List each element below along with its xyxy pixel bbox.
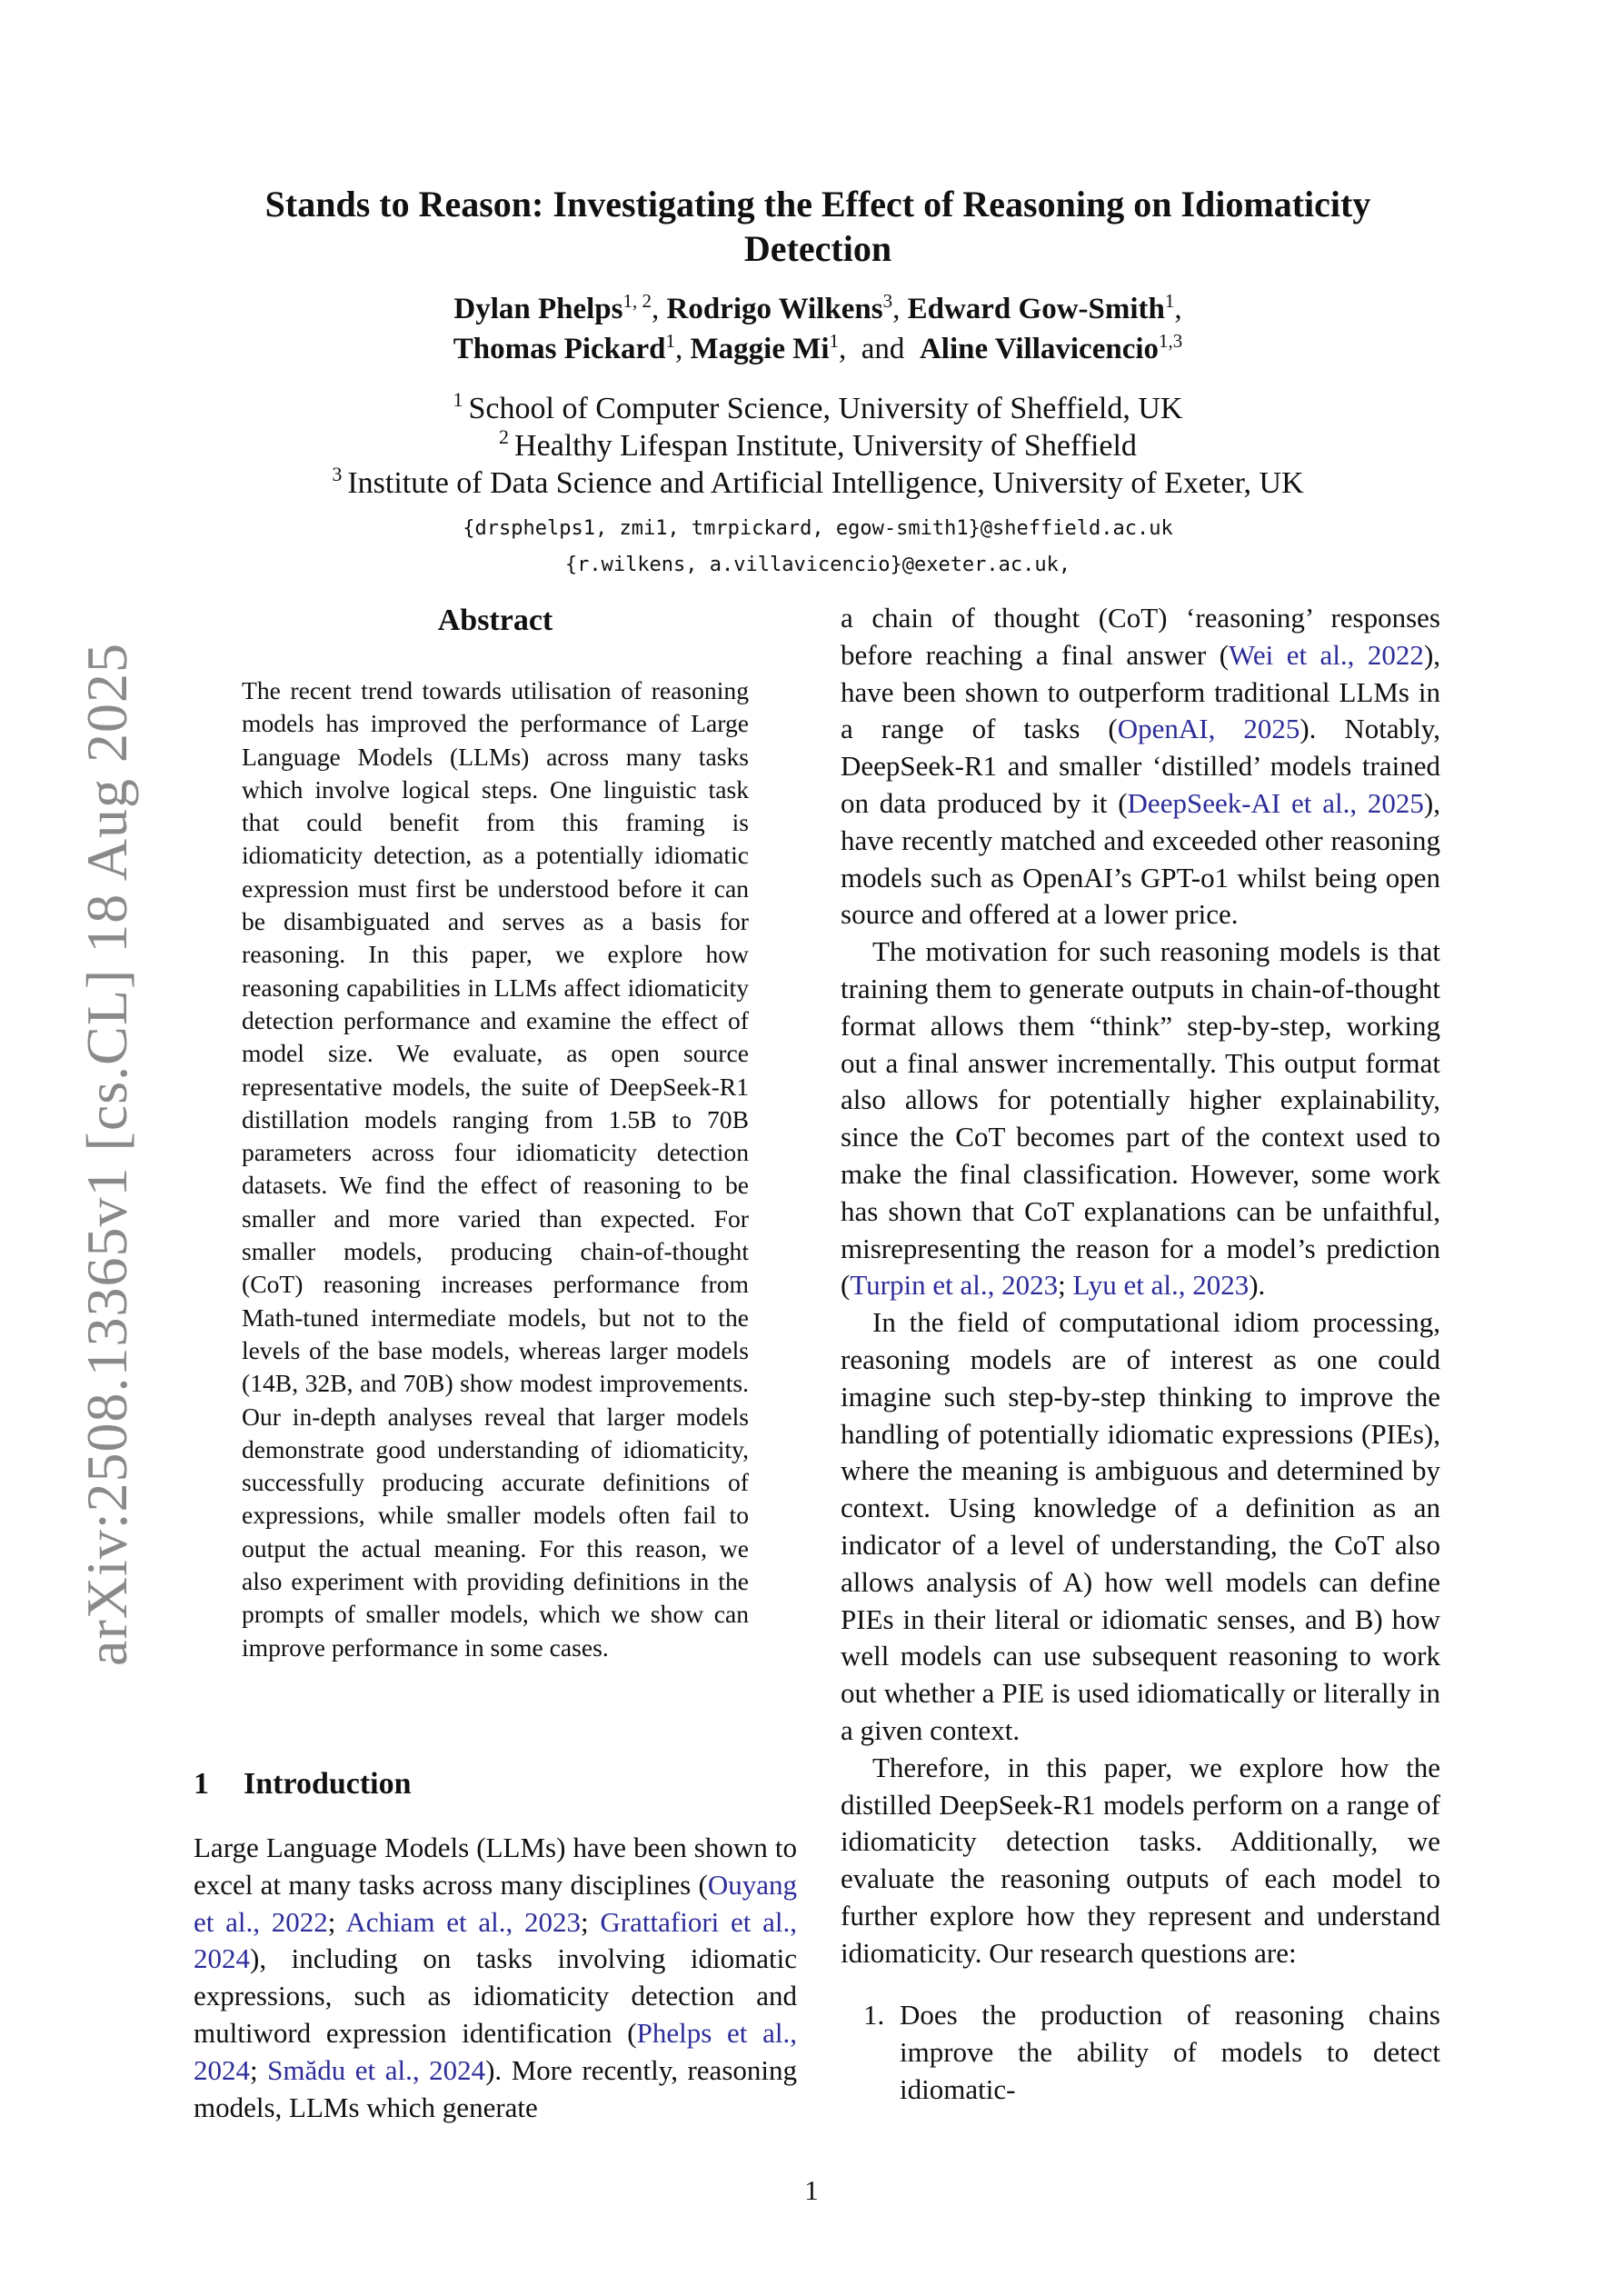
author-name: Edward Gow-Smith (907, 293, 1165, 325)
page-number: 1 (804, 2174, 819, 2206)
list-marker: 1. (863, 1999, 885, 2031)
body-text: ; (250, 2053, 268, 2086)
citation-link[interactable]: DeepSeek-AI et al., 2025 (1127, 786, 1424, 819)
body-text: ). Notably, DeepSeek-R1 and smaller ‘distilled’ models trained on data produced by it ( (841, 713, 1441, 819)
paragraph: In the field of computational idiom processing, reasoning models are of interest as one could imagine such step-by-step thinking to improve the handling of potentially idiomatic expressions (PIEs), where the meaning is ambiguous and determined by context. Using knowledge of a definition as an indicator of a level of understanding, the CoT also allows analysis of A) how well models can define PIEs in their literal or idiomatic senses, and B) how well models can use subsequent reasoning to work out whether a PIE is used idiomatically or literally in a given context. (841, 1306, 1440, 1746)
affiliation-line (209, 464, 1427, 502)
body-text: ; (327, 1905, 346, 1938)
section-title: Introduction (244, 1767, 412, 1801)
affiliation-text: Healthy Lifespan Institute, University of Sheffield (514, 429, 1137, 463)
paper-title: Stands to Reason: Investigating the Effect of Reasoning on Idiomaticity Detection (264, 184, 1371, 269)
paragraph (841, 600, 1440, 933)
author-affiliation-mark: 1 (829, 330, 840, 352)
body-text: ), have recently matched and exceeded other reasoning models such as OpenAI’s GPT-o1 whilst being open source and offered at a lower price. (841, 786, 1440, 931)
affiliation-line (209, 427, 1427, 464)
body-text: Large Language Models (LLMs) have been shown to excel at many tasks across many disciplines ( (194, 1832, 797, 1901)
author-emails (209, 511, 1427, 584)
affiliation-text: Institute of Data Science and Artificial Intelligence, University of Exeter, UK (347, 466, 1304, 500)
body-text: ). More recently, reasoning models, LLMs which generate (194, 2053, 797, 2123)
citation-link[interactable]: Smădu et al., 2024 (267, 2053, 486, 2086)
right-column (841, 600, 1440, 2109)
research-questions-list (841, 1997, 1440, 2108)
citation-link[interactable]: Grattafiori et al., 2024 (194, 1905, 797, 1975)
author-list: Dylan Phelps$^{1, 2}$, Rodrigo Wilkens$^3$, Edward Gow-Smith$^1$, Thomas Pickard$^1$, Maggie Mi$^1$, and Aline Villavicencio$^{1,3}$ (453, 290, 1183, 365)
citation-link[interactable]: OpenAI, 2025 (1117, 713, 1300, 745)
affiliation-number: 3 (332, 463, 343, 485)
section-heading (194, 1767, 412, 1802)
body-text: ). (1249, 1269, 1266, 1302)
author-conjunction: and (861, 333, 905, 365)
author-name: Thomas Pickard (453, 333, 666, 365)
body-text: ), have been shown to outperform traditional LLMs in a range of tasks ( (841, 638, 1441, 745)
email-line: {drsphelps1, zmi1, tmrpickard, egow-smith1}@sheffield.ac.uk (463, 517, 1173, 540)
body-text: The motivation for such reasoning models is that training them to generate outputs in chain-of-thought format allows them “think” step-by-step, working out a final answer incrementally. This output format also allows for potentially higher explainability, since the CoT becomes part of the context used to make the final classification. However, some work has shown that CoT explanations can be unfaithful, misrepresenting the reason for a model’s prediction ( (841, 935, 1440, 1302)
author-name: Dylan Phelps (453, 293, 623, 325)
section-number: 1 (194, 1767, 209, 1801)
author-affiliation-mark: 1 (665, 330, 675, 352)
affiliation-list (209, 390, 1427, 502)
citation-link[interactable]: Ouyang et al., 2022 (194, 1868, 797, 1938)
author-affiliation-mark: 3 (882, 290, 893, 312)
email-line: {r.wilkens, a.villavicencio}@exeter.ac.uk, (564, 554, 1071, 576)
list-item (841, 1997, 1440, 2108)
citation-link[interactable]: Turpin et al., 2023 (850, 1269, 1059, 1302)
arxiv-identifier (44, 643, 171, 1666)
affiliation-number: 2 (499, 425, 510, 448)
arxiv-identifier-text: arXiv:2508.13365v1 [cs.CL] 18 Aug 2025 (75, 643, 139, 1666)
author-name: Maggie Mi (690, 333, 830, 365)
paragraph: Therefore, in this paper, we explore how the distilled DeepSeek-R1 models perform on a range of idiomaticity detection tasks. Additionally, we evaluate the reasoning outputs of each model to further explore how they represent and understand idiomaticity. Our research questions are: (841, 1751, 1440, 1969)
body-text: a chain of thought (CoT) ‘reasoning’ responses before reaching a final answer ( (841, 602, 1440, 671)
author-affiliation-mark: 1 (1164, 290, 1175, 312)
author-name: Rodrigo Wilkens (666, 293, 883, 325)
body-text: ), including on tasks involving idiomatic expressions, such as idiomaticity detection and multiword expression identification ( (194, 1942, 797, 2049)
citation-link[interactable]: Achiam et al., 2023 (345, 1905, 582, 1938)
citation-link[interactable]: Wei et al., 2022 (1229, 638, 1424, 671)
body-text: ; (581, 1905, 601, 1938)
author-affiliation-mark: 1, 2 (622, 290, 652, 312)
affiliation-text: School of Computer Science, University of Sheffield, UK (468, 392, 1183, 425)
affiliation-line (209, 390, 1427, 427)
intro-paragraph (194, 1830, 797, 2126)
body-text: ; (1058, 1269, 1073, 1302)
author-affiliation-mark: 1,3 (1159, 330, 1183, 352)
paragraph (841, 933, 1440, 1304)
author-name: Aline Villavicencio (919, 333, 1160, 365)
affiliation-number: 1 (453, 388, 463, 411)
abstract-heading: Abstract (437, 604, 553, 637)
citation-link[interactable]: Lyu et al., 2023 (1072, 1269, 1250, 1302)
abstract-text: The recent trend towards utilisation of reasoning models has improved the performance of Large Language Models (LLMs) across many tasks which involve logical steps. One linguistic task that could benefit from this framing is idiomaticity detection, as a potentially idiomatic expression must first be understood before it can be disambiguated and serves as a basis for reasoning. In this paper, we explore how reasoning capabilities in LLMs affect idiomaticity detection performance and examine the effect of model size. We evaluate, as open source representative models, the suite of DeepSeek-R1 distillation models ranging from 1.5B to 70B parameters across four idiomaticity detection datasets. We find the effect of reasoning to be smaller and more varied than expected. For smaller models, producing chain-of-thought (CoT) reasoning increases performance from Math-tuned intermediate models, but not to the levels of the base models, whereas larger models (14B, 32B, and 70B) show modest improvements. Our in-depth analyses reveal that larger models demonstrate good understanding of idiomaticity, successfully producing accurate definitions of expressions, while smaller models often fail to output the actual meaning. For this reason, we also experiment with providing definitions in the prompts of smaller models, which we show can improve performance in some cases. (242, 676, 749, 1662)
citation-link[interactable]: Phelps et al., 2024 (194, 2016, 797, 2086)
list-item-text: Does the production of reasoning chains improve the ability of models to detect idiomatic- (900, 1999, 1440, 2106)
